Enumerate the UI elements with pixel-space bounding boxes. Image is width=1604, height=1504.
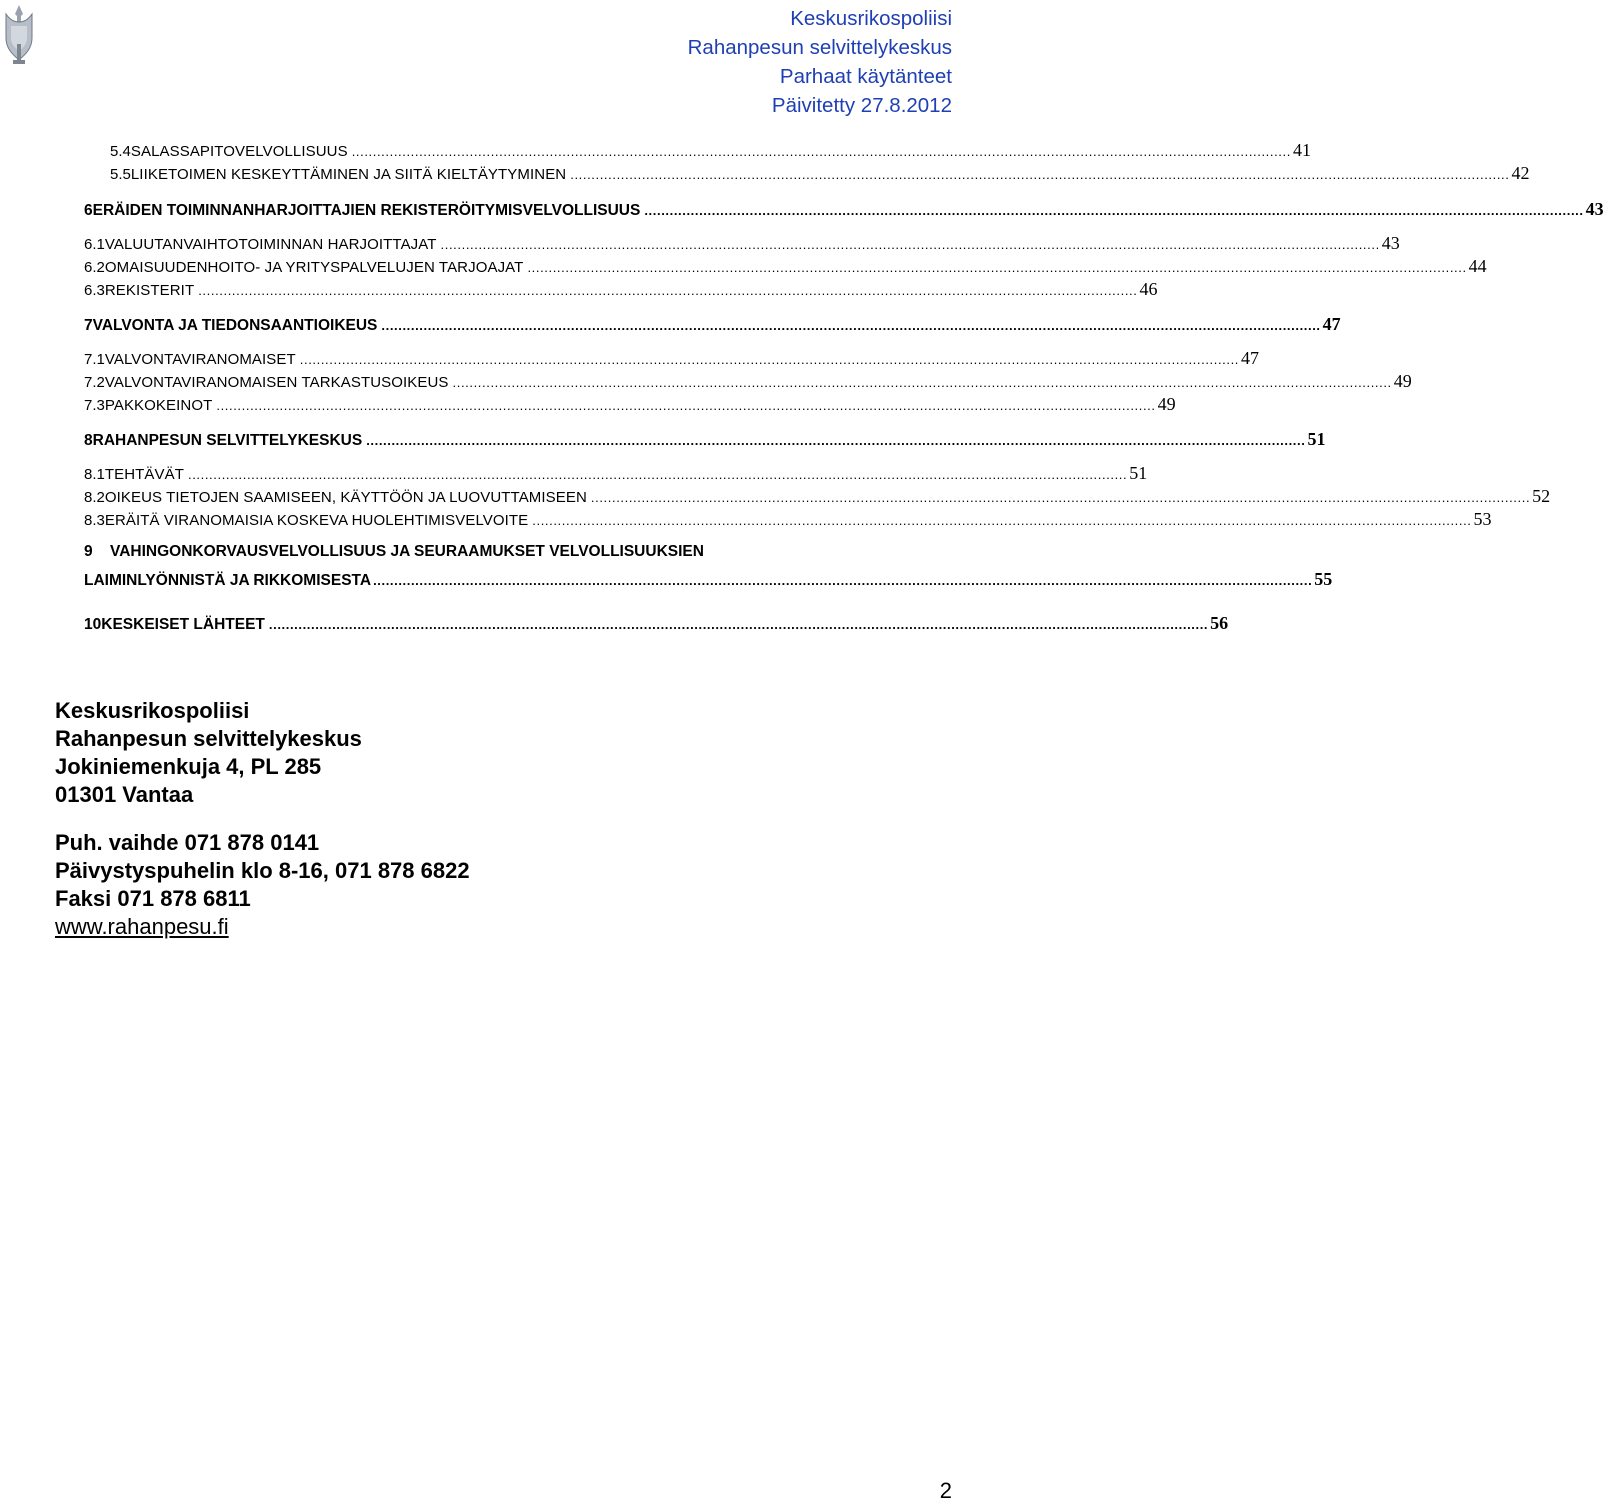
toc-page-number: 44 xyxy=(1468,256,1487,276)
contact-duty-phone: Päivystyspuhelin klo 8-16, 071 878 6822 xyxy=(55,858,470,883)
toc-entry-title-continued: LAIMINLYÖNNISTÄ JA RIKKOMISESTA xyxy=(84,572,372,589)
toc-leader: ............................................................................................................................................................................................................................... xyxy=(216,398,1156,413)
toc-entry[interactable]: 8.2 OIKEUS TIETOJEN SAAMISEEN, KÄYTTÖÖN JA LUOVUTTAMISEEN ............................................................................................................................................................................................................................... 52 xyxy=(84,486,1551,506)
contact-fax: Faksi 071 878 6811 xyxy=(55,886,251,911)
toc-leader: ............................................................................................................................................................................................................................... xyxy=(440,237,1380,252)
toc-page-number: 53 xyxy=(1473,509,1492,529)
contact-unit: Rahanpesun selvittelykeskus xyxy=(55,726,362,751)
toc-leader: ............................................................................................................................................................................................................................... xyxy=(381,318,1321,333)
toc-leader: ............................................................................................................................................................................................................................... xyxy=(299,352,1240,367)
contact-address: Jokiniemenkuja 4, PL 285 xyxy=(55,754,322,779)
toc-page-number: 43 xyxy=(1585,199,1604,219)
toc-page-number: 51 xyxy=(1307,429,1326,449)
toc-entry[interactable]: 6 ERÄIDEN TOIMINNANHARJOITTAJIEN REKISTERÖITYMISVELVOLLISUUS ............................................................................................................................................................................................................................... 43 xyxy=(84,199,1604,219)
toc-entry-title: RAHANPESUN SELVITTELYKESKUS xyxy=(92,432,363,449)
toc-entry-title: VALVONTAVIRANOMAISET xyxy=(104,351,296,368)
header-organization: Keskusrikospoliisi xyxy=(790,7,952,30)
toc-entry[interactable]: 8.3 ERÄITÄ VIRANOMAISIA KOSKEVA HUOLEHTIMISVELVOITE ............................................................................................................................................................................................................................... 53 xyxy=(84,509,1492,529)
website-link[interactable]: www.rahanpesu.fi xyxy=(55,914,229,939)
toc-entry[interactable]: 8 RAHANPESUN SELVITTELYKESKUS ............................................................................................................................................................................................................................... 51 xyxy=(84,429,1326,449)
toc-entry-title: ERÄITÄ VIRANOMAISIA KOSKEVA HUOLEHTIMISVELVOITE xyxy=(104,512,529,529)
toc-leader: ............................................................................................................................................................................................................................... xyxy=(590,490,1531,505)
contact-city: 01301 Vantaa xyxy=(55,782,194,807)
police-emblem-icon xyxy=(2,4,36,66)
toc-page-number: 52 xyxy=(1532,486,1551,506)
toc-page-number: 47 xyxy=(1322,314,1341,334)
toc-page-number: 46 xyxy=(1139,279,1158,299)
toc-leader: ............................................................................................................................................................................................................................... xyxy=(527,260,1467,275)
toc-leader: ............................................................................................................................................................................................................................... xyxy=(373,573,1313,588)
contact-phone: Puh. vaihde 071 878 0141 xyxy=(55,830,320,855)
toc-entry[interactable]: 7.2 VALVONTAVIRANOMAISEN TARKASTUSOIKEUS ............................................................................................................................................................................................................................... 49 xyxy=(84,371,1412,391)
toc-entry-title: REKISTERIT xyxy=(104,282,195,299)
toc-page-number: 56 xyxy=(1210,613,1229,633)
toc-page-number: 41 xyxy=(1292,140,1311,160)
toc-page-number: 47 xyxy=(1241,348,1260,368)
toc-leader: ............................................................................................................................................................................................................................... xyxy=(452,375,1392,390)
toc-entry[interactable]: 7 VALVONTA JA TIEDONSAANTIOIKEUS ............................................................................................................................................................................................................................... 47 xyxy=(84,314,1341,334)
header-document-title: Parhaat käytänteet xyxy=(779,65,952,88)
toc-entry[interactable]: 6.3 REKISTERIT ............................................................................................................................................................................................................................... 46 xyxy=(84,279,1158,299)
page-number: 2 xyxy=(939,1478,952,1503)
toc-entry-title: VAHINGONKORVAUSVELVOLLISUUS JA SEURAAMUKSET VELVOLLISUUKSIEN xyxy=(110,543,704,560)
toc-leader: ............................................................................................................................................................................................................................... xyxy=(268,617,1209,632)
toc-page-number: 43 xyxy=(1381,233,1400,253)
toc-entry[interactable]: 8.1 TEHTÄVÄT ............................................................................................................................................................................................................................... 51 xyxy=(84,463,1148,483)
toc-entry-title: VALVONTA JA TIEDONSAANTIOIKEUS xyxy=(92,317,378,334)
toc-entry[interactable]: 6.1 VALUUTANVAIHTOTOIMINNAN HARJOITTAJAT ............................................................................................................................................................................................................................... 43 xyxy=(84,233,1400,253)
toc-page-number: 49 xyxy=(1157,394,1176,414)
toc-page-number: 51 xyxy=(1129,463,1148,483)
toc-entry-title: ERÄIDEN TOIMINNANHARJOITTAJIEN REKISTERÖITYMISVELVOLLISUUS xyxy=(92,202,641,219)
toc-entry[interactable]: 10 KESKEISET LÄHTEET ............................................................................................................................................................................................................................... 56 xyxy=(84,613,1229,633)
toc-leader: ............................................................................................................................................................................................................................... xyxy=(570,167,1510,182)
toc-entry-title: VALVONTAVIRANOMAISEN TARKASTUSOIKEUS xyxy=(104,374,449,391)
toc-leader: ............................................................................................................................................................................................................................... xyxy=(188,467,1128,482)
toc-leader: ............................................................................................................................................................................................................................... xyxy=(366,433,1306,448)
toc-entry-title: KESKEISET LÄHTEET xyxy=(101,616,265,633)
toc-entry-title: VALUUTANVAIHTOTOIMINNAN HARJOITTAJAT xyxy=(104,236,437,253)
toc-leader: ............................................................................................................................................................................................................................... xyxy=(644,203,1584,218)
toc-entry-title: PAKKOKEINOT xyxy=(104,397,213,414)
header-updated-date: Päivitetty 27.8.2012 xyxy=(771,94,952,117)
toc-page-number: 55 xyxy=(1314,569,1333,589)
document-header xyxy=(688,4,952,120)
toc-leader: ............................................................................................................................................................................................................................... xyxy=(198,283,1138,298)
toc-leader: ............................................................................................................................................................................................................................... xyxy=(351,144,1291,159)
toc-entry[interactable]: 6.2 OMAISUUDENHOITO- JA YRITYSPALVELUJEN TARJOAJAT ............................................................................................................................................................................................................................... 44 xyxy=(84,256,1487,276)
contact-organization: Keskusrikospoliisi xyxy=(55,698,250,723)
toc-page-number: 49 xyxy=(1393,371,1412,391)
header-unit: Rahanpesun selvittelykeskus xyxy=(687,36,952,59)
toc-entry-title: LIIKETOIMEN KESKEYTTÄMINEN JA SIITÄ KIELTÄYTYMINEN xyxy=(130,166,567,183)
toc-leader: ............................................................................................................................................................................................................................... xyxy=(532,513,1472,528)
toc-entry[interactable]: 7.1 VALVONTAVIRANOMAISET ............................................................................................................................................................................................................................... 47 xyxy=(84,348,1260,368)
toc-entry-title: SALASSAPITOVELVOLLISUUS xyxy=(130,143,348,160)
toc-entry-title: TEHTÄVÄT xyxy=(104,466,184,483)
contact-info xyxy=(55,697,470,941)
toc-entry-title: OIKEUS TIETOJEN SAAMISEEN, KÄYTTÖÖN JA LUOVUTTAMISEEN xyxy=(104,489,587,506)
toc-page-number: 42 xyxy=(1511,163,1530,183)
toc-entry[interactable]: 7.3 PAKKOKEINOT ............................................................................................................................................................................................................................... 49 xyxy=(84,394,1176,414)
toc-entry-title: OMAISUUDENHOITO- JA YRITYSPALVELUJEN TARJOAJAT xyxy=(104,259,524,276)
toc-entry[interactable]: 5.5 LIIKETOIMEN KESKEYTTÄMINEN JA SIITÄ KIELTÄYTYMINEN ............................................................................................................................................................................................................................... 42 xyxy=(110,163,1530,183)
toc-entry[interactable]: 5.4 SALASSAPITOVELVOLLISUUS ............................................................................................................................................................................................................................... 41 xyxy=(110,140,1311,160)
